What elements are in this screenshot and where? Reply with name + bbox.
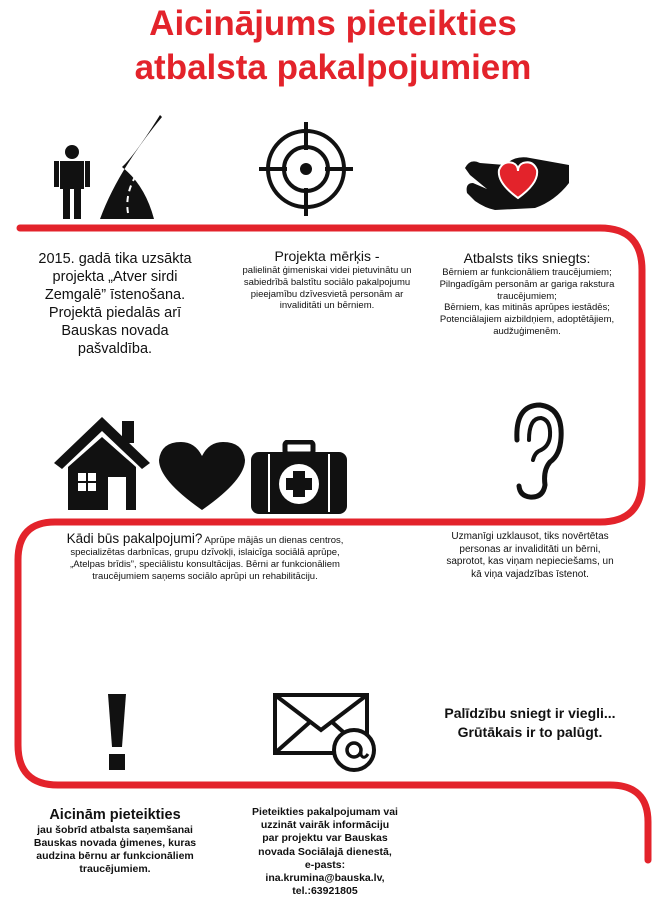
goal-heading: Projekta mērķis - [274,248,380,264]
attentive-text: Uzmanīgi uzklausot, tiks novērtētas personas ar invaliditāti un bērni, saprotot, kas viņam nepieciešams, un kā viņa vajadzības īstenot. [446,531,614,580]
contact-line: uzzināt vairāk informāciju [260,819,390,832]
support-heading: Atbalsts tiks sniegts: [463,250,591,266]
ear-icon [505,400,565,500]
exclamation-icon [102,692,132,772]
contact-line: Pieteikties pakalpojumam vai [252,806,398,818]
invite-text: jau šobrīd atbalsta saņemšanai Bauskas novada ģimenes, kuras audzina bērnu ar funkcionāliem traucējumiem. [33,824,197,875]
contact-line: e-pasts: [304,858,346,871]
history-text: 2015. gadā tika uzsākta projekta „Atver sirdi Zemgalē” īstenošana. Projektā piedalās arī Bauskas novada pašvaldība. [38,251,192,357]
hand-heart-icon [465,153,570,213]
support-item: Bērniem, kas mitinās aprūpes iestādēs; [444,302,610,314]
support-block [432,250,622,338]
support-item: Potenciālajiem aizbildņiem, adoptētājiem, audžuģimenēm. [439,314,615,337]
support-item: Bērniem ar funkcionāliem traucējumiem; [442,267,612,278]
contact-email[interactable]: ina.krumina@bauska.lv, [265,872,385,885]
invite-block [30,806,200,876]
house-icon [52,415,152,510]
contact-line: par projektu var Bauskas [262,832,388,845]
support-item: Pilngadīgām personām ar gariga rakstura traucējumiem; [439,278,615,302]
title-line-1: Aicinājums pieteikties [149,4,517,43]
contact-phone[interactable]: tel.:63921805 [292,885,358,898]
services-text: Aprūpe mājās un dienas centros, specializētas darbnīcas, grupu dzīvokļi, islaicīga sociālā aprūpe, „Atelpas brīdis”, speciālistu konsultācijas. Bērni ar funkcionāliem traucējumiem saņems sociālo aprūpi un rehabilitāciju. [70,535,344,582]
invite-heading: Aicinām pieteikties [49,807,181,823]
page-title [0,2,666,90]
services-block [60,533,350,583]
contact-line: novada Sociālajā dienestā, [258,845,392,858]
person-road-icon [50,115,165,220]
goal-text: palielināt ģimeniskai videi pietuvinātu un sabiedrībā balstītu sociālo pakalpojumu pieejamību dzīvesvietā personām ar invaliditāti un bērniem. [242,265,412,312]
first-aid-kit-icon [249,440,349,515]
target-icon [257,120,355,218]
title-line-2: atbalsta pakalpojumiem [134,48,532,87]
goal-block [232,248,422,312]
contact-block [225,806,425,898]
envelope-at-icon [272,692,382,772]
heart-icon [157,440,247,512]
services-heading: Kādi būs pakalpojumi? [66,531,203,546]
motto-text: Palīdzību sniegt ir viegli... Grūtākais ir to palūgt. [444,705,616,740]
